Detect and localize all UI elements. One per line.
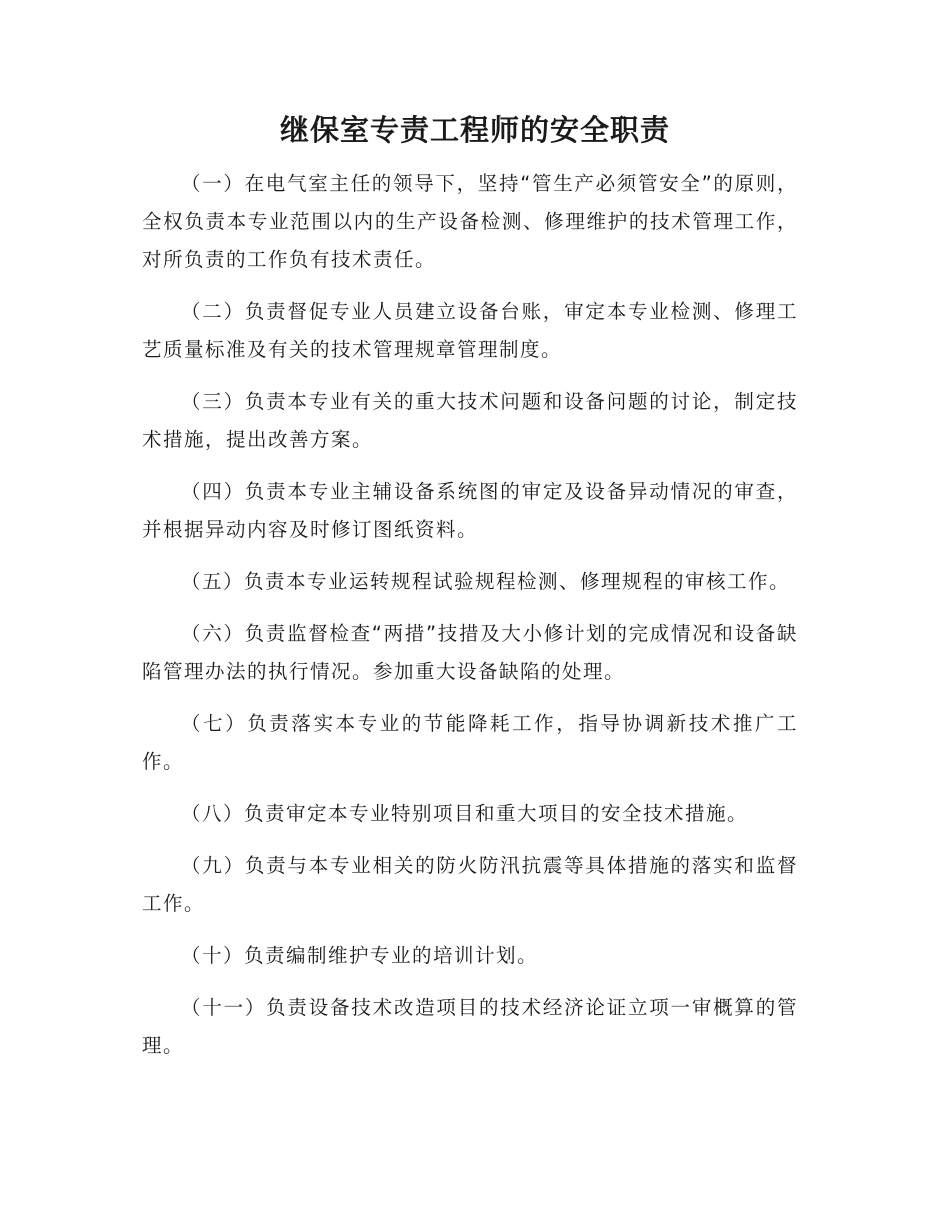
paragraph-1: （一）在电气室主任的领导下，坚持“管生产必须管安全”的原则，全权负责本专业范围以内的生产设备检测、修理维护的技术管理工作，对所负责的工作负有技术责任。 (142, 172, 798, 271)
paragraph-9: （九）负责与本专业相关的防火防汛抗震等具体措施的落实和监督工作。 (142, 854, 798, 915)
paragraph-7: （七）负责落实本专业的节能降耗工作，指导协调新技术推广工作。 (142, 712, 798, 773)
document-body (142, 165, 798, 1079)
paragraph-8: （八）负责审定本专业特别项目和重大项目的安全技术措施。 (181, 802, 749, 825)
paragraph-5: （五）负责本专业运转规程试验规程检测、修理规程的审核工作。 (181, 570, 791, 593)
document-title: 继保室专责工程师的安全职责 (279, 113, 670, 147)
paragraph-6: （六）负责监督检查“两措”技措及大小修计划的完成情况和设备缺陷管理办法的执行情况。参加重大设备缺陷的处理。 (142, 622, 798, 683)
paragraph-3: （三）负责本专业有关的重大技术问题和设备问题的讨论，制定技术措施，提出改善方案。 (142, 390, 798, 451)
paragraph-10: （十）负责编制维护专业的培训计划。 (181, 944, 539, 967)
paragraph-2: （二）负责督促专业人员建立设备台账，审定本专业检测、修理工艺质量标准及有关的技术管理规章管理制度。 (142, 300, 798, 361)
paragraph-11: （十一）负责设备技术改造项目的技术经济论证立项一审概算的管理。 (142, 996, 798, 1057)
paragraph-4: （四）负责本专业主辅设备系统图的审定及设备异动情况的审查，并根据异动内容及时修订图纸资料。 (142, 480, 798, 541)
